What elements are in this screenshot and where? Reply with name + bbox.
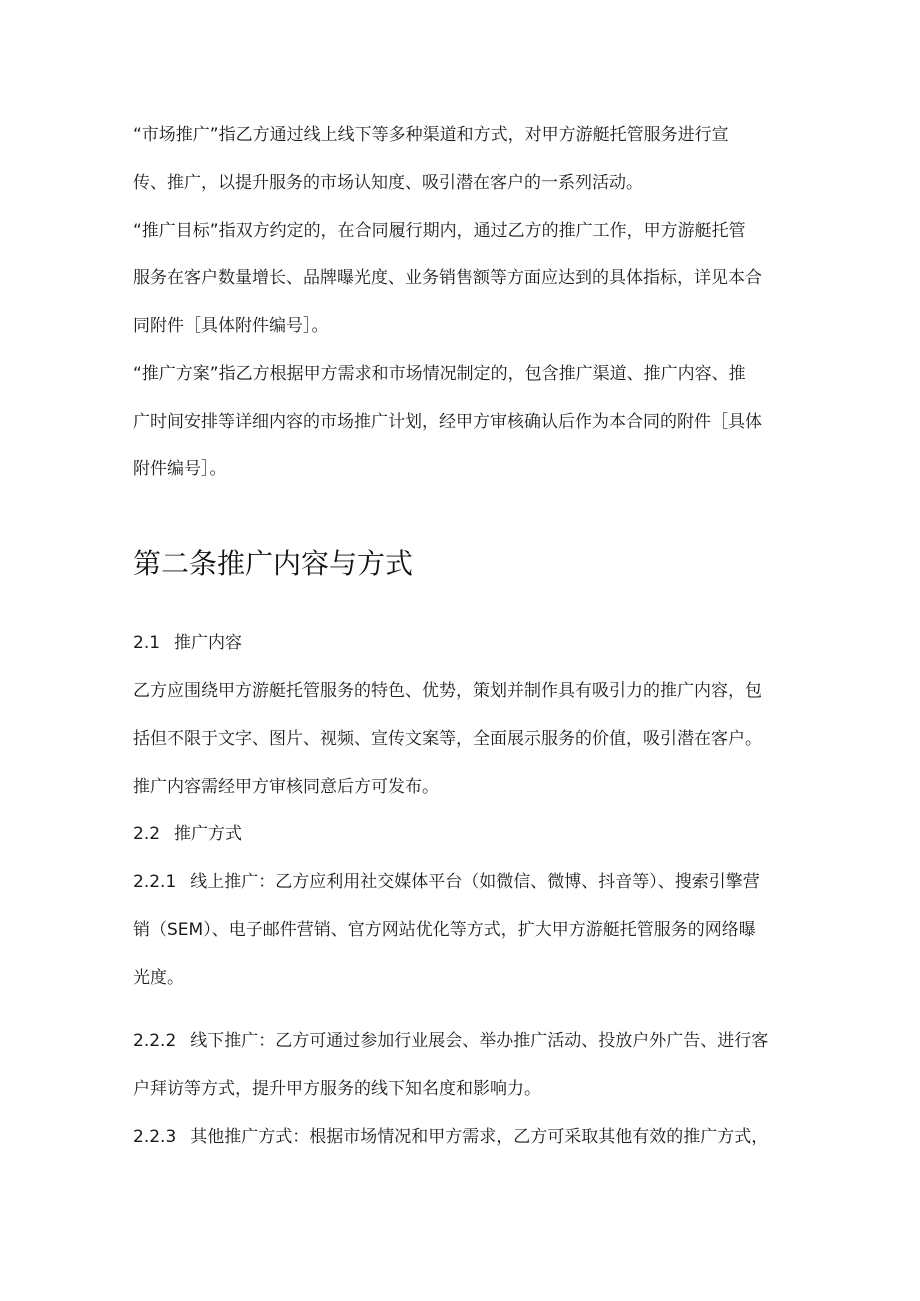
definition-promotion-goal-line-1: “推广目标”指双方约定的，在合同履行期内，通过乙方的推广工作，甲方游艇托管 xyxy=(133,221,746,241)
section-2-1-number: 2.1 xyxy=(133,633,161,653)
definition-market-promotion-line-1: “市场推广”指乙方通过线上线下等多种渠道和方式，对甲方游艇托管服务进行宣 xyxy=(133,125,729,145)
item-2-2-2-line-1 xyxy=(133,1029,768,1053)
section-2-1-heading xyxy=(133,631,242,655)
section-2-2-number: 2.2 xyxy=(133,824,161,844)
item-2-2-3-text-1: 其他推广方式：根据市场情况和甲方需求，乙方可采取其他有效的推广方式， xyxy=(190,1127,769,1147)
section-2-2-title: 推广方式 xyxy=(174,824,243,844)
definition-promotion-plan-line-1: “推广方案”指乙方根据甲方需求和市场情况制定的，包含推广渠道、推广内容、推 xyxy=(133,364,746,384)
article-2-heading: 第二条推广内容与方式 xyxy=(133,547,414,580)
item-2-2-3-number: 2.2.3 xyxy=(133,1127,177,1147)
section-2-1-line-3: 推广内容需经甲方审核同意后方可发布。 xyxy=(133,777,439,797)
definition-promotion-plan-line-2: 广时间安排等详细内容的市场推广计划，经甲方审核确认后作为本合同的附件［具体 xyxy=(133,412,762,432)
item-2-2-3-line-1 xyxy=(133,1125,768,1149)
section-2-1-line-1: 乙方应围绕甲方游艇托管服务的特色、优势，策划并制作具有吸引力的推广内容，包 xyxy=(133,681,762,701)
item-2-2-1-line-2: 销（SEM）、电子邮件营销、官方网站优化等方式，扩大甲方游艇托管服务的网络曝 xyxy=(133,920,756,940)
item-2-2-2-line-2: 户拜访等方式，提升甲方服务的线下知名度和影响力。 xyxy=(133,1079,541,1099)
definition-market-promotion-line-2: 传、推广，以提升服务的市场认知度、吸引潜在客户的一系列活动。 xyxy=(133,173,643,193)
definition-promotion-goal-line-2: 服务在客户数量增长、品牌曝光度、业务销售额等方面应达到的具体指标，详见本合 xyxy=(133,268,762,288)
item-2-2-1-text-1: 线上推广：乙方应利用社交媒体平台（如微信、微博、抖音等）、搜索引擎营 xyxy=(190,872,760,892)
section-2-2-heading xyxy=(133,822,242,846)
item-2-2-1-line-3: 光度。 xyxy=(133,968,184,988)
definition-promotion-goal-line-3: 同附件［具体附件编号］。 xyxy=(133,316,329,336)
definition-promotion-plan-line-3: 附件编号］。 xyxy=(133,459,227,479)
item-2-2-1-number: 2.2.1 xyxy=(133,872,177,892)
section-2-1-title: 推广内容 xyxy=(174,633,243,653)
item-2-2-1-line-1 xyxy=(133,870,760,894)
item-2-2-2-text-1: 线下推广：乙方可通过参加行业展会、举办推广活动、投放户外广告、进行客 xyxy=(190,1031,769,1051)
section-2-1-line-2: 括但不限于文字、图片、视频、宣传文案等，全面展示服务的价值，吸引潜在客户。 xyxy=(133,729,762,749)
item-2-2-2-number: 2.2.2 xyxy=(133,1031,177,1051)
